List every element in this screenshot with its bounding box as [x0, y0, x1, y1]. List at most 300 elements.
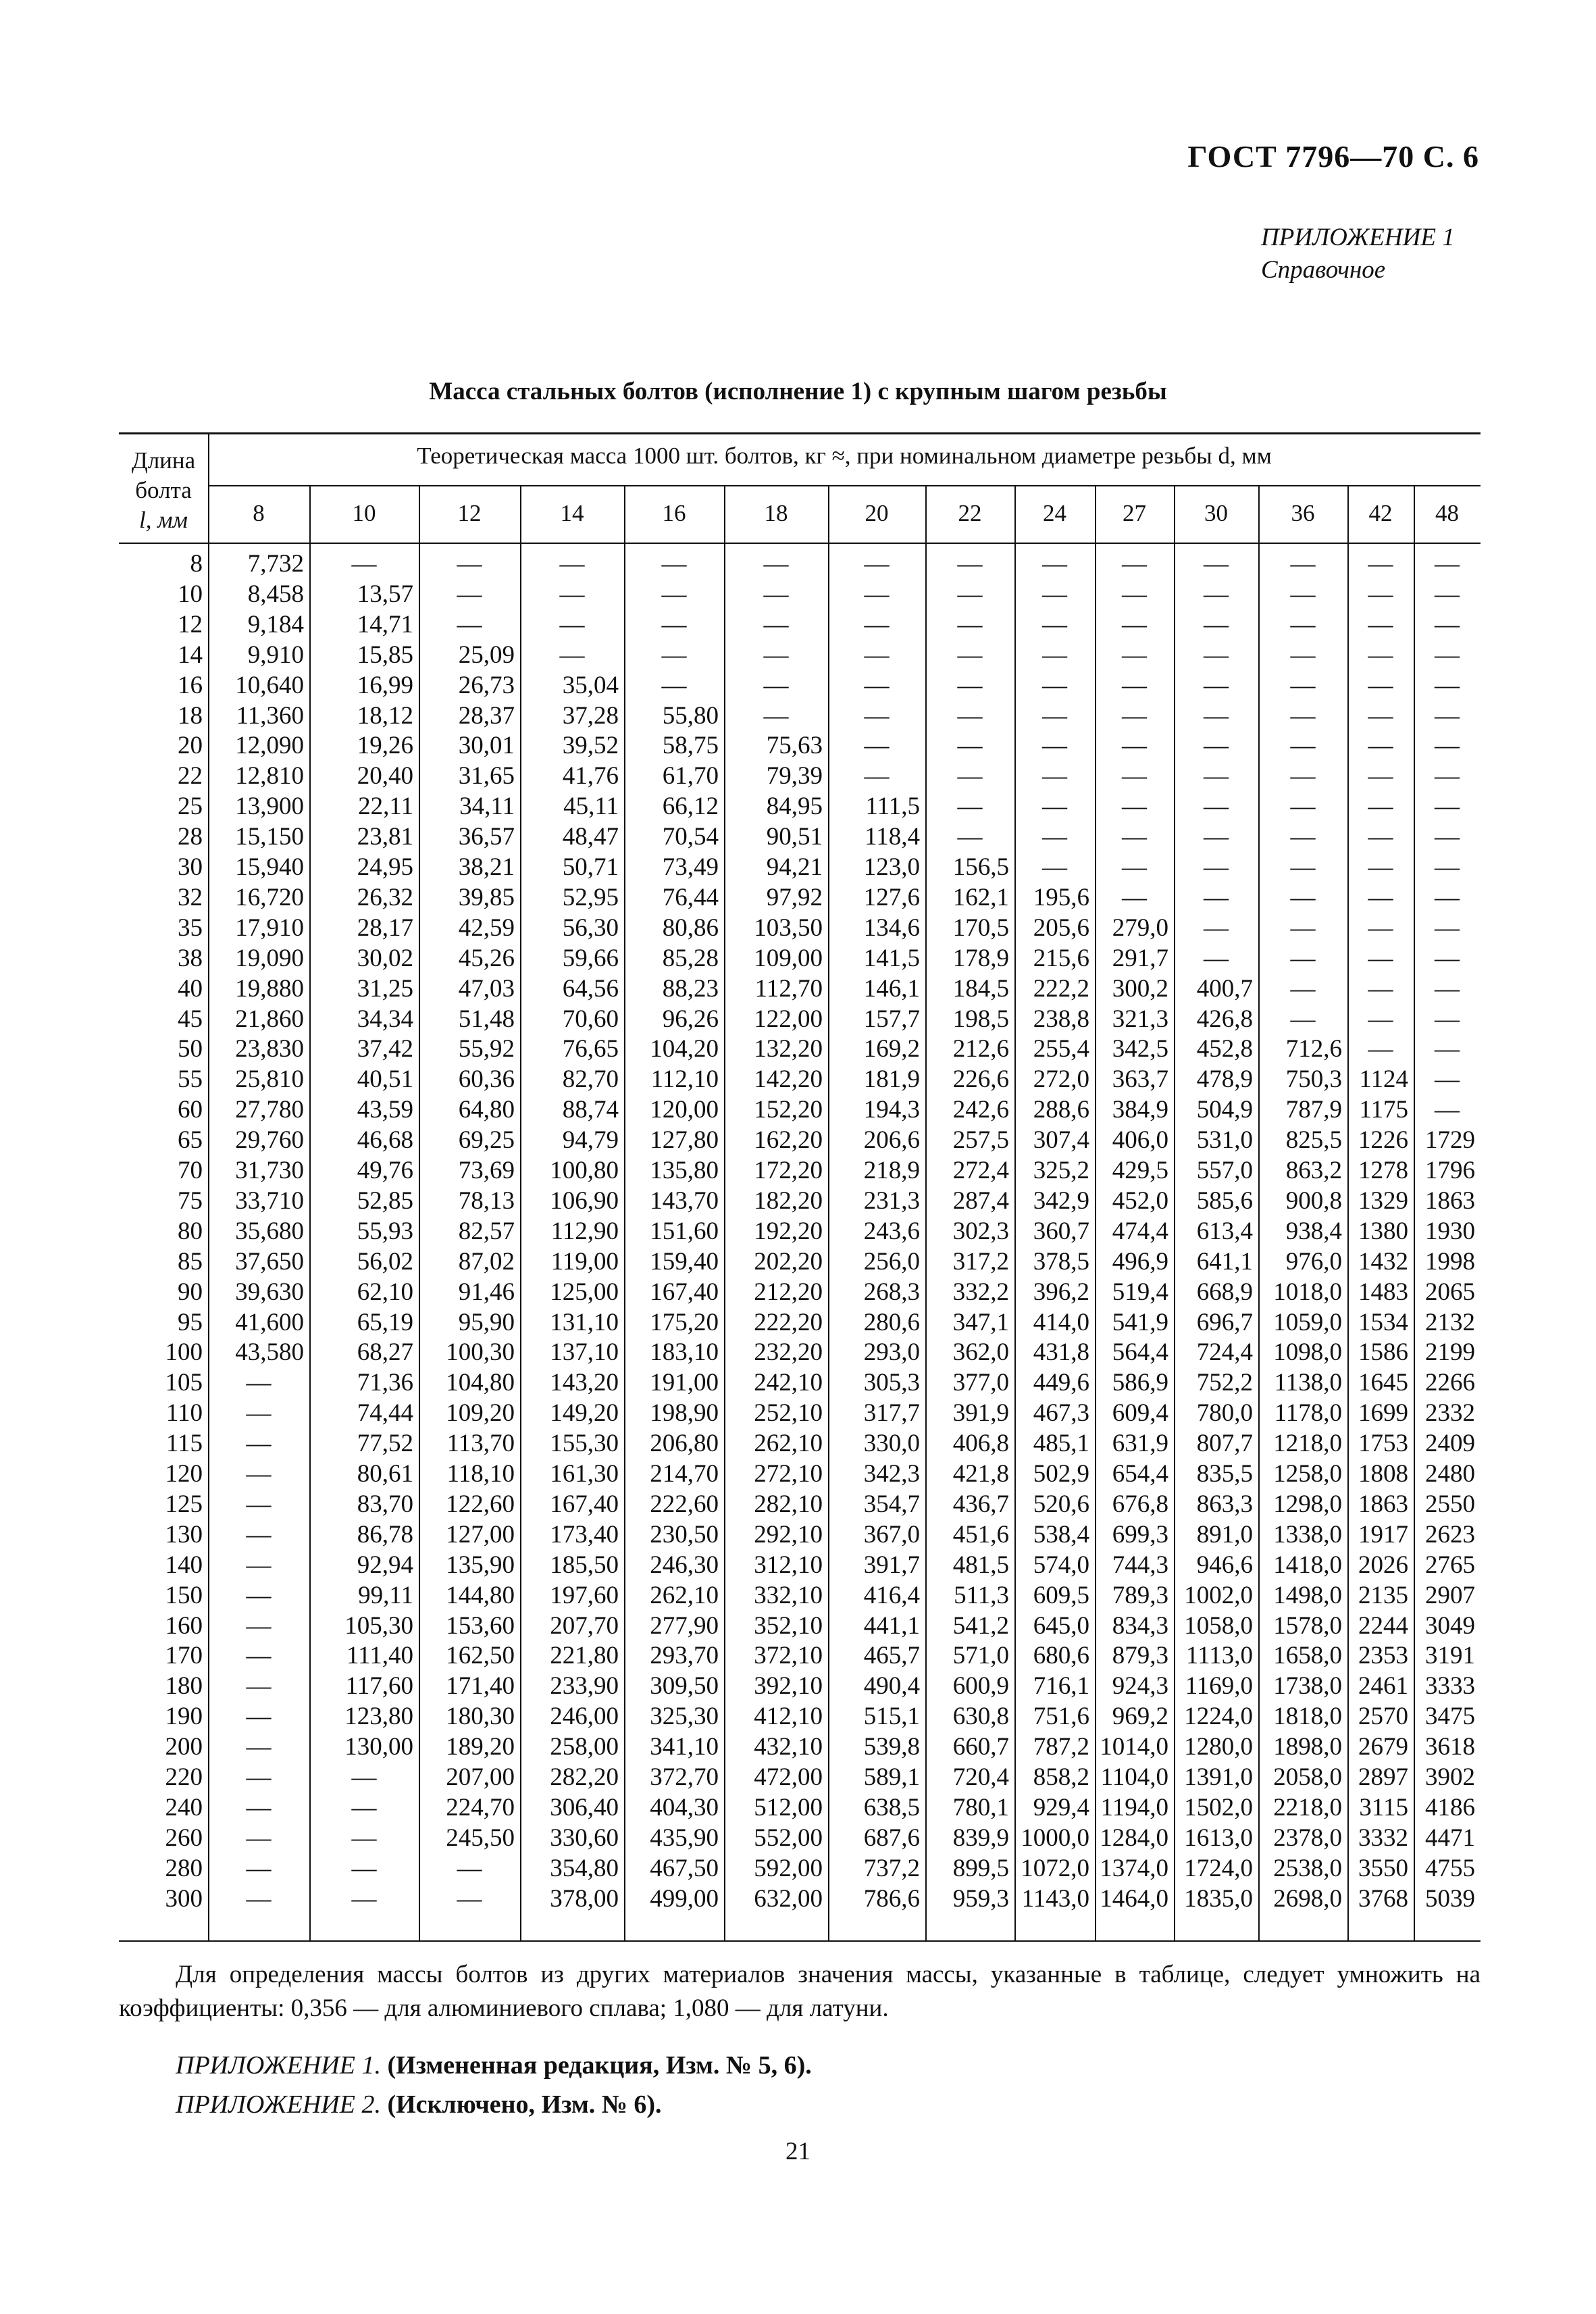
mass-cell: 169,2	[863, 1035, 920, 1063]
mass-cell: —	[1204, 913, 1229, 942]
mass-cell: 16,99	[357, 671, 413, 699]
bolt-length-cell: 110	[165, 1399, 203, 1428]
mass-cell: 384,9	[1112, 1096, 1168, 1124]
mass-cell: 60,36	[458, 1065, 515, 1094]
bolt-length-cell: 140	[165, 1551, 203, 1579]
mass-cell: —	[246, 1733, 272, 1761]
mass-cell: 472,00	[754, 1763, 823, 1791]
mass-cell: 699,3	[1112, 1520, 1168, 1549]
mass-cell: —	[351, 1823, 377, 1852]
mass-cell: 1059,0	[1273, 1308, 1342, 1336]
mass-cell: 13,900	[235, 793, 304, 821]
mass-cell: 88,23	[662, 974, 719, 1003]
mass-cell: 330,0	[863, 1430, 920, 1458]
mass-cell: 142,20	[754, 1065, 823, 1094]
mass-cell: —	[763, 550, 789, 578]
mass-cell: 360,7	[1033, 1217, 1089, 1245]
mass-cell: 1613,0	[1184, 1823, 1253, 1852]
document-header: ГОСТ 7796—70 С. 6	[1187, 139, 1479, 174]
mass-cell: 2218,0	[1273, 1793, 1342, 1821]
mass-cell: 171,40	[446, 1672, 515, 1701]
mass-cell: 88,74	[562, 1096, 619, 1124]
column-divider	[208, 432, 209, 1941]
bolt-length-cell: 240	[165, 1793, 203, 1821]
mass-cell: 2623	[1425, 1520, 1475, 1549]
mass-cell: 80,86	[662, 913, 719, 942]
mass-cell: —	[1368, 671, 1393, 699]
mass-cell: 1058,0	[1184, 1611, 1253, 1640]
mass-cell: 716,1	[1033, 1672, 1089, 1701]
mass-cell: 641,1	[1196, 1247, 1253, 1276]
mass-cell: —	[1435, 1065, 1460, 1094]
mass-cell: 23,81	[357, 823, 413, 851]
mass-cell: 23,830	[235, 1035, 304, 1063]
mass-cell: 858,2	[1033, 1763, 1089, 1791]
mass-cell: —	[763, 580, 789, 608]
mass-cell: 192,20	[754, 1217, 823, 1245]
mass-cell: 378,00	[550, 1884, 619, 1913]
bolt-length-cell: 180	[165, 1672, 203, 1701]
mass-cell: 2409	[1425, 1430, 1475, 1458]
mass-cell: 519,4	[1112, 1278, 1168, 1306]
mass-cell: —	[1368, 640, 1393, 669]
mass-cell: 367,0	[863, 1520, 920, 1549]
mass-cell: 153,60	[446, 1611, 515, 1640]
mass-cell: 564,4	[1112, 1338, 1168, 1367]
mass-cell: 123,80	[344, 1703, 413, 1731]
change-note-1-text: (Измененная редакция, Изм. № 5, 6).	[387, 2051, 812, 2080]
mass-cell: —	[1290, 762, 1316, 790]
mass-cell: 585,6	[1196, 1186, 1253, 1215]
mass-cell: 205,6	[1033, 913, 1089, 942]
mass-cell: 135,80	[650, 1157, 719, 1184]
mass-cell: 1298,0	[1273, 1490, 1342, 1518]
mass-cell: —	[246, 1793, 272, 1821]
mass-cell: 412,10	[754, 1703, 823, 1731]
bolt-length-cell: 18	[178, 701, 203, 730]
mass-cell: 155,30	[550, 1430, 619, 1458]
mass-cell: 56,30	[562, 913, 619, 942]
mass-cell: 1863	[1425, 1186, 1475, 1215]
mass-cell: —	[1368, 550, 1393, 578]
mass-cell: 167,40	[550, 1490, 619, 1518]
mass-cell: 156,5	[952, 853, 1009, 881]
mass-cell: 834,3	[1112, 1611, 1168, 1640]
mass-cell: 406,0	[1112, 1126, 1168, 1155]
mass-cell: —	[1122, 853, 1147, 881]
mass-cell: 631,9	[1112, 1430, 1168, 1458]
mass-cell: —	[864, 610, 890, 638]
mass-cell: 341,10	[650, 1733, 719, 1761]
mass-cell: 19,880	[235, 974, 304, 1003]
mass-cell: 197,60	[550, 1581, 619, 1609]
mass-cell: 1138,0	[1274, 1369, 1342, 1397]
mass-cell: 372,10	[754, 1642, 823, 1670]
mass-cell: 16,720	[235, 883, 304, 911]
mass-cell: 82,70	[562, 1065, 619, 1094]
mass-cell: 4755	[1425, 1854, 1475, 1882]
mass-cell: 159,40	[650, 1247, 719, 1276]
mass-cell: 1578,0	[1273, 1611, 1342, 1640]
mass-cell: 21,860	[235, 1005, 304, 1033]
mass-cell: 131,10	[550, 1308, 619, 1336]
mass-cell: —	[351, 1854, 377, 1882]
mass-cell: —	[763, 640, 789, 669]
mass-cell: —	[1042, 853, 1067, 881]
mass-cell: 246,00	[550, 1703, 619, 1731]
mass-cell: 751,6	[1033, 1703, 1089, 1731]
mass-cell: 106,90	[550, 1186, 619, 1215]
mass-cell: 215,6	[1033, 944, 1089, 972]
bolt-length-cell: 170	[165, 1642, 203, 1670]
mass-cell: 112,90	[550, 1217, 619, 1245]
mass-cell: 3115	[1359, 1793, 1408, 1821]
mass-cell: 157,7	[863, 1005, 920, 1033]
mass-cell: 69,25	[458, 1126, 515, 1155]
mass-cell: 119,00	[550, 1247, 619, 1276]
mass-cell: 3902	[1425, 1763, 1475, 1791]
mass-cell: 1835,0	[1184, 1884, 1253, 1913]
mass-cell: 414,0	[1033, 1308, 1089, 1336]
bolt-length-cell: 55	[178, 1065, 203, 1094]
mass-cell: 668,9	[1196, 1278, 1253, 1306]
mass-cell: —	[1368, 944, 1393, 972]
mass-cell: —	[246, 1642, 272, 1670]
bolt-length-cell: 80	[178, 1217, 203, 1245]
mass-cell: 127,6	[863, 883, 920, 911]
mass-cell: 76,65	[562, 1035, 619, 1063]
mass-cell: 46,68	[357, 1126, 413, 1155]
mass-cell: 490,4	[863, 1672, 920, 1701]
mass-cell: 1224,0	[1184, 1703, 1253, 1731]
mass-cell: 392,10	[754, 1672, 823, 1701]
mass-cell: 130,00	[344, 1733, 413, 1761]
mass-cell: 3618	[1425, 1733, 1475, 1761]
mass-cell: —	[1435, 974, 1460, 1003]
mass-cell: —	[1290, 550, 1316, 578]
mass-cell: 65,19	[357, 1308, 413, 1336]
mass-cell: 467,50	[650, 1854, 719, 1882]
mass-cell: 194,3	[863, 1096, 920, 1124]
mass-cell: 120,00	[650, 1096, 719, 1124]
mass-cell: 277,90	[650, 1611, 719, 1640]
mass-cell: 226,6	[952, 1065, 1009, 1094]
mass-cell: 404,30	[650, 1793, 719, 1821]
mass-cell: —	[1122, 550, 1147, 578]
mass-cell: 400,7	[1196, 974, 1253, 1003]
mass-cell: —	[246, 1611, 272, 1640]
mass-cell: 309,50	[650, 1672, 719, 1701]
mass-cell: 325,30	[650, 1703, 719, 1731]
mass-cell: 49,76	[357, 1157, 413, 1184]
mass-cell: 1917	[1358, 1520, 1408, 1549]
mass-cell: 325,2	[1033, 1157, 1089, 1184]
mass-cell: 242,6	[952, 1096, 1009, 1124]
mass-cell: 272,0	[1033, 1065, 1089, 1094]
mass-cell: 354,7	[863, 1490, 920, 1518]
mass-cell: 835,5	[1196, 1460, 1253, 1488]
mass-cell: —	[246, 1551, 272, 1579]
mass-cell: 268,3	[863, 1278, 920, 1306]
mass-cell: 441,1	[863, 1611, 920, 1640]
mass-cell: 70,60	[562, 1005, 619, 1033]
mass-cell: 391,7	[863, 1551, 920, 1579]
mass-cell: 1586	[1358, 1338, 1408, 1367]
bolt-length-cell: 20	[178, 732, 203, 760]
mass-cell: 105,30	[344, 1611, 413, 1640]
mass-cell: 162,20	[754, 1126, 823, 1155]
change-note-1-label: ПРИЛОЖЕНИЕ 1.	[176, 2051, 381, 2080]
mass-cell: 499,00	[650, 1884, 719, 1913]
column-divider	[828, 485, 829, 1941]
page-number: 21	[786, 2138, 810, 2165]
mass-cell: 481,5	[952, 1551, 1009, 1579]
bolt-length-cell: 45	[178, 1005, 203, 1033]
mass-cell: 30,02	[357, 944, 413, 972]
mass-cell: 676,8	[1112, 1490, 1168, 1518]
mass-cell: —	[1204, 550, 1229, 578]
mass-cell: 255,4	[1033, 1035, 1089, 1063]
mass-cell: 891,0	[1196, 1520, 1253, 1549]
mass-cell: 2480	[1425, 1460, 1475, 1488]
mass-cell: 123,0	[863, 853, 920, 881]
mass-cell: —	[1290, 793, 1316, 821]
mass-cell: 112,10	[650, 1065, 719, 1094]
mass-cell: 863,2	[1285, 1157, 1342, 1184]
mass-cell: 1218,0	[1273, 1430, 1342, 1458]
mass-cell: 737,2	[863, 1854, 920, 1882]
mass-cell: 37,42	[357, 1035, 413, 1063]
mass-cell: 600,9	[952, 1672, 1009, 1701]
mass-cell: 282,20	[550, 1763, 619, 1791]
mass-cell: 104,20	[650, 1035, 719, 1063]
mass-cell: 189,20	[446, 1733, 515, 1761]
bolt-length-cell: 8	[190, 550, 203, 578]
mass-cell: 1374,0	[1100, 1854, 1168, 1882]
mass-cell: 66,12	[662, 793, 719, 821]
diameter-header: 8	[253, 500, 265, 526]
mass-cell: 1194,0	[1100, 1793, 1168, 1821]
mass-cell: 787,9	[1285, 1096, 1342, 1124]
mass-cell: 95,90	[458, 1308, 515, 1336]
mass-cell: 1534	[1358, 1308, 1408, 1336]
mass-cell: 13,57	[357, 580, 413, 608]
mass-cell: 312,10	[754, 1551, 823, 1579]
mass-cell: 56,02	[357, 1247, 413, 1276]
mass-cell: 924,3	[1112, 1672, 1168, 1701]
mass-cell: —	[1122, 883, 1147, 911]
mass-cell: 222,60	[650, 1490, 719, 1518]
mass-cell: 900,8	[1285, 1186, 1342, 1215]
mass-cell: 2244	[1358, 1611, 1408, 1640]
mass-cell: —	[1122, 732, 1147, 760]
mass-cell: 135,90	[446, 1551, 515, 1579]
mass-cell: 780,1	[952, 1793, 1009, 1821]
mass-cell: 45,26	[458, 944, 515, 972]
mass-cell: 18,12	[357, 701, 413, 730]
mass-cell: 184,5	[952, 974, 1009, 1003]
mass-cell: 1258,0	[1273, 1460, 1342, 1488]
mass-cell: —	[246, 1369, 272, 1397]
change-note-2-text: (Исключено, Изм. № 6).	[387, 2090, 662, 2119]
mass-cell: —	[351, 1884, 377, 1913]
mass-cell: 233,90	[550, 1672, 619, 1701]
bolt-length-cell: 70	[178, 1157, 203, 1184]
mass-cell: —	[246, 1520, 272, 1549]
mass-cell: 28,17	[357, 913, 413, 942]
mass-cell: 214,70	[650, 1460, 719, 1488]
diameter-header: 42	[1368, 500, 1393, 526]
mass-cell: 68,27	[357, 1338, 413, 1367]
mass-cell: —	[1435, 1096, 1460, 1124]
mass-cell: 144,80	[446, 1581, 515, 1609]
mass-cell: —	[864, 671, 890, 699]
mass-cell: 1278	[1358, 1157, 1408, 1184]
bolt-length-cell: 115	[165, 1430, 203, 1458]
mass-cell: 531,0	[1196, 1126, 1253, 1155]
mass-cell: 15,940	[235, 853, 304, 881]
mass-cell: —	[1290, 640, 1316, 669]
mass-cell: —	[1122, 701, 1147, 730]
mass-cell: 1796	[1425, 1157, 1475, 1184]
mass-cell: 654,4	[1112, 1460, 1168, 1488]
mass-cell: 2199	[1425, 1338, 1475, 1367]
mass-cell: 1169,0	[1185, 1672, 1253, 1701]
mass-cell: 178,9	[952, 944, 1009, 972]
mass-cell: 185,50	[550, 1551, 619, 1579]
mass-cell: 1818,0	[1273, 1703, 1342, 1731]
mass-cell: 377,0	[952, 1369, 1009, 1397]
bolt-length-cell: 16	[178, 671, 203, 699]
mass-cell: —	[1204, 732, 1229, 760]
mass-cell: 80,61	[357, 1460, 413, 1488]
mass-cell: 221,80	[550, 1642, 619, 1670]
mass-cell: 202,20	[754, 1247, 823, 1276]
bolt-length-cell: 130	[165, 1520, 203, 1549]
mass-cell: —	[957, 671, 983, 699]
mass-cell: 262,10	[650, 1581, 719, 1609]
mass-cell: 879,3	[1112, 1642, 1168, 1670]
bolt-length-cell: 160	[165, 1611, 203, 1640]
mass-cell: 14,71	[357, 610, 413, 638]
bolt-length-cell: 220	[165, 1763, 203, 1791]
mass-cell: 181,9	[863, 1065, 920, 1094]
mass-cell: 938,4	[1285, 1217, 1342, 1245]
mass-cell: —	[957, 732, 983, 760]
bolt-length-cell: 32	[178, 883, 203, 911]
mass-cell: 2897	[1358, 1763, 1408, 1791]
mass-cell: —	[1290, 580, 1316, 608]
bolt-length-cell: 150	[165, 1581, 203, 1609]
mass-cell: 231,3	[863, 1186, 920, 1215]
mass-cell: 64,56	[562, 974, 619, 1003]
diameter-header: 36	[1291, 500, 1315, 526]
mass-cell: 19,26	[357, 732, 413, 760]
mass-cell: 1391,0	[1184, 1763, 1253, 1791]
length-header-line-2: болта	[135, 477, 192, 503]
bolt-length-cell: 105	[165, 1369, 203, 1397]
change-note-1	[176, 2051, 812, 2080]
mass-cell: 2135	[1358, 1581, 1408, 1609]
mass-cell: 61,70	[662, 762, 719, 790]
mass-cell: —	[1204, 762, 1229, 790]
mass-cell: —	[1368, 793, 1393, 821]
mass-cell: 252,10	[754, 1399, 823, 1428]
diameter-header: 12	[457, 500, 482, 526]
mass-cell: —	[1042, 671, 1067, 699]
mass-cell: 30,01	[458, 732, 515, 760]
length-column-header	[119, 446, 208, 535]
mass-cell: 207,00	[446, 1763, 515, 1791]
mass-cell: —	[246, 1672, 272, 1701]
mass-cell: 1699	[1358, 1399, 1408, 1428]
mass-cell: 807,7	[1196, 1430, 1253, 1458]
mass-cell: 352,10	[754, 1611, 823, 1640]
mass-cell: 97,92	[766, 883, 823, 911]
mass-cell: 58,75	[662, 732, 719, 760]
mass-cell: 1863	[1358, 1490, 1408, 1518]
mass-cell: 45,11	[563, 793, 619, 821]
mass-cell: 330,60	[550, 1823, 619, 1852]
mass-cell: 9,184	[247, 610, 304, 638]
mass-cell: 342,5	[1112, 1035, 1168, 1063]
mass-cell: 182,20	[754, 1186, 823, 1215]
mass-cell: 342,9	[1033, 1186, 1089, 1215]
mass-cell: 26,73	[458, 671, 515, 699]
mass-cell: 474,4	[1112, 1217, 1168, 1245]
mass-cell: 64,80	[458, 1096, 515, 1124]
mass-cell: —	[246, 1460, 272, 1488]
mass-cell: 47,03	[458, 974, 515, 1003]
mass-cell: 85,28	[662, 944, 719, 972]
mass-cell: 122,00	[754, 1005, 823, 1033]
mass-cell: 258,00	[550, 1733, 619, 1761]
mass-cell: 354,80	[550, 1854, 619, 1882]
mass-cell: 33,710	[235, 1186, 304, 1215]
mass-cell: 645,0	[1033, 1611, 1089, 1640]
mass-cell: 2550	[1425, 1490, 1475, 1518]
mass-cell: 117,60	[345, 1672, 413, 1701]
mass-cell: 317,2	[952, 1247, 1009, 1276]
mass-cell: —	[457, 610, 482, 638]
mass-cell: 321,3	[1112, 1005, 1168, 1033]
mass-cell: 41,76	[562, 762, 619, 790]
mass-cell: 143,20	[550, 1369, 619, 1397]
mass-column-group-header: Теоретическая масса 1000 шт. болтов, кг ≈, при номинальном диаметре резьбы d, мм	[417, 443, 1272, 469]
mass-cell: 1098,0	[1273, 1338, 1342, 1367]
mass-cell: —	[1042, 793, 1067, 821]
mass-cell: 1113,0	[1185, 1642, 1253, 1670]
mass-cell: 586,9	[1112, 1369, 1168, 1397]
mass-cell: 406,8	[952, 1430, 1009, 1458]
mass-cell: 127,00	[446, 1520, 515, 1549]
mass-cell: 183,10	[650, 1338, 719, 1367]
mass-cell: 143,70	[650, 1186, 719, 1215]
bolt-length-cell: 90	[178, 1278, 203, 1306]
mass-cell: 1808	[1358, 1460, 1408, 1488]
mass-cell: 109,00	[754, 944, 823, 972]
mass-cell: 37,28	[562, 701, 619, 730]
mass-cell: 262,10	[754, 1430, 823, 1458]
mass-cell: 317,7	[863, 1399, 920, 1428]
mass-cell: 300,2	[1112, 974, 1168, 1003]
mass-cell: 198,5	[952, 1005, 1009, 1033]
mass-cell: 75,63	[766, 732, 823, 760]
mass-cell: 5039	[1425, 1884, 1475, 1913]
mass-cell: —	[957, 762, 983, 790]
mass-cell: —	[1204, 701, 1229, 730]
mass-cell: —	[1368, 883, 1393, 911]
